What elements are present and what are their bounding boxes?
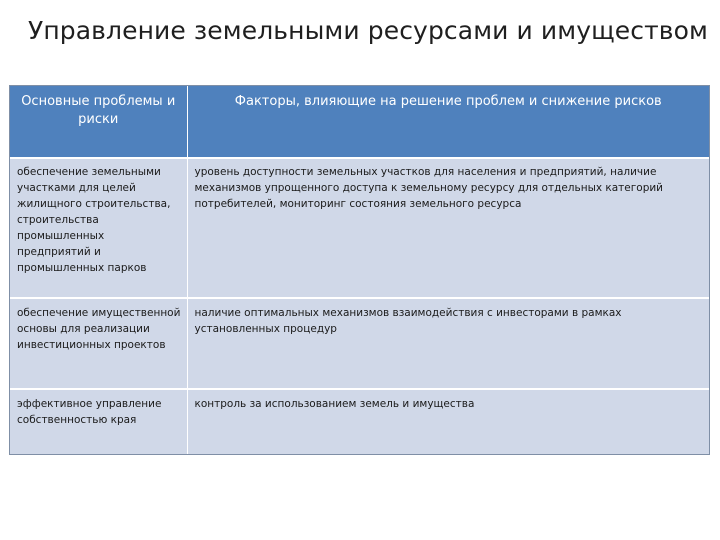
slide-title: Управление земельными ресурсами и имуществом	[28, 16, 708, 45]
risk-factors-table	[9, 85, 710, 455]
problem-cell: эффективное управление собственностью края	[10, 389, 187, 454]
table-body	[10, 158, 709, 454]
table-row	[10, 389, 709, 454]
table	[10, 86, 709, 454]
table-row	[10, 158, 709, 298]
header-factors: Факторы, влияющие на решение проблем и снижение рисков	[187, 86, 709, 158]
header-row	[10, 86, 709, 158]
problem-cell: обеспечение земельными участками для целей жилищного строительства, строительства промышленных предприятий и промышленных парков	[10, 158, 187, 298]
factors-cell: уровень доступности земельных участков для населения и предприятий, наличие механизмов упрощенного доступа к земельному ресурсу для отдельных категорий потребителей, мониторинг состояния земельного ресурса	[187, 158, 709, 298]
header-problems-risks: Основные проблемы и риски	[10, 86, 187, 158]
problem-cell: обеспечение имущественной основы для реализации инвестиционных проектов	[10, 298, 187, 389]
table-row	[10, 298, 709, 389]
factors-cell: контроль за использованием земель и имущества	[187, 389, 709, 454]
factors-cell: наличие оптимальных механизмов взаимодействия с инвесторами в рамках установленных процедур	[187, 298, 709, 389]
table-header	[10, 86, 709, 158]
